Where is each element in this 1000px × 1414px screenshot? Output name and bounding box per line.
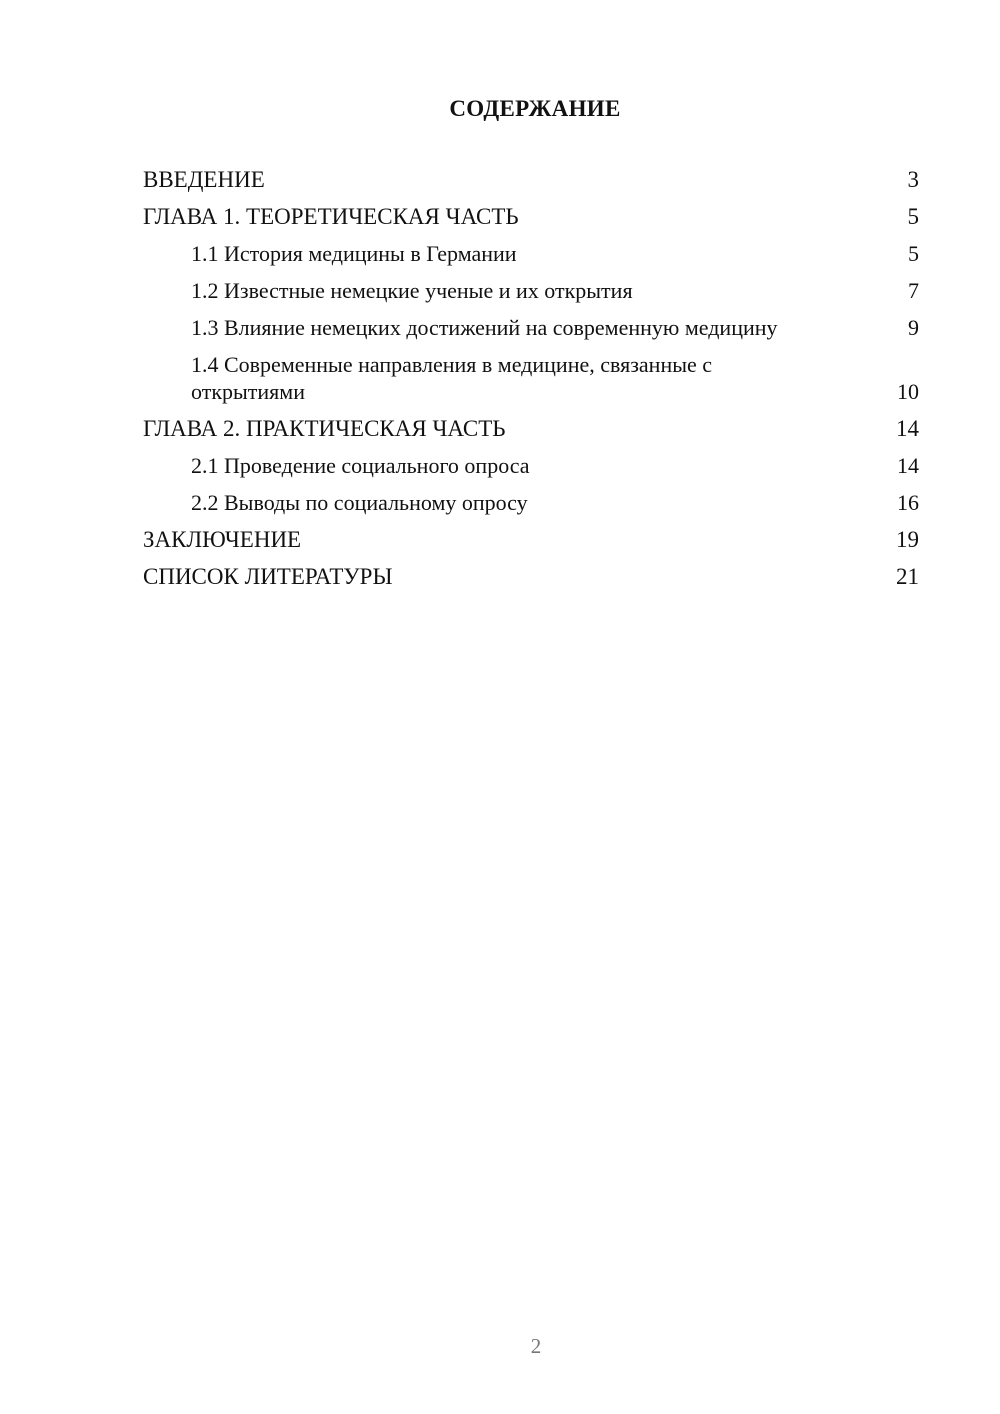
- toc-entry-page: 7: [908, 278, 919, 303]
- toc-entry-page: 19: [896, 527, 919, 552]
- toc-entry-label: 2.1 Проведение социального опроса: [191, 453, 530, 478]
- toc-entry-page: 5: [907, 204, 919, 229]
- toc-entry-label: 1.4 Современные направления в медицине, связанные с открытиями: [191, 352, 713, 404]
- toc-entry-section-1-3[interactable]: [143, 314, 919, 341]
- toc-entry-label: ВВЕДЕНИЕ: [143, 167, 265, 192]
- toc-entry-introduction[interactable]: [143, 166, 919, 193]
- toc-entry-label: 1.2 Известные немецкие ученые и их открытия: [191, 278, 633, 303]
- toc-entry-page: 3: [907, 167, 919, 192]
- toc-entry-label: 1.1 История медицины в Германии: [191, 241, 517, 266]
- toc-entry-references[interactable]: [143, 563, 919, 590]
- toc-entry-label: СПИСОК ЛИТЕРАТУРЫ: [143, 564, 393, 589]
- toc-title: СОДЕРЖАНИЕ: [449, 96, 621, 121]
- toc-entry-page: 14: [897, 453, 919, 478]
- page-number: 2: [530, 1334, 542, 1358]
- toc-entry-chapter-2[interactable]: [143, 415, 919, 442]
- toc-entry-page: 21: [896, 564, 919, 589]
- toc-entry-page: 16: [897, 490, 919, 515]
- toc-entry-section-1-1[interactable]: [143, 240, 919, 267]
- toc-entry-label: ЗАКЛЮЧЕНИЕ: [143, 527, 302, 552]
- toc-entry-page: 14: [896, 416, 919, 441]
- toc-entry-label: 2.2 Выводы по социальному опросу: [191, 490, 528, 515]
- toc-entry-label: 1.3 Влияние немецких достижений на современную медицину: [191, 315, 778, 340]
- toc-entry-page: 10: [897, 379, 919, 404]
- toc-entry-chapter-1[interactable]: [143, 203, 919, 230]
- toc-entry-conclusion[interactable]: [143, 526, 919, 553]
- table-of-contents: [143, 166, 919, 600]
- toc-entry-label: ГЛАВА 2. ПРАКТИЧЕСКАЯ ЧАСТЬ: [143, 416, 506, 441]
- toc-entry-section-1-2[interactable]: [143, 277, 919, 304]
- toc-entry-section-2-1[interactable]: [143, 452, 919, 479]
- toc-entry-section-2-2[interactable]: [143, 489, 919, 516]
- toc-entry-label: ГЛАВА 1. ТЕОРЕТИЧЕСКАЯ ЧАСТЬ: [143, 204, 519, 229]
- toc-entry-page: 9: [908, 315, 919, 340]
- toc-entry-page: 5: [908, 241, 919, 266]
- toc-entry-section-1-4[interactable]: [143, 351, 919, 405]
